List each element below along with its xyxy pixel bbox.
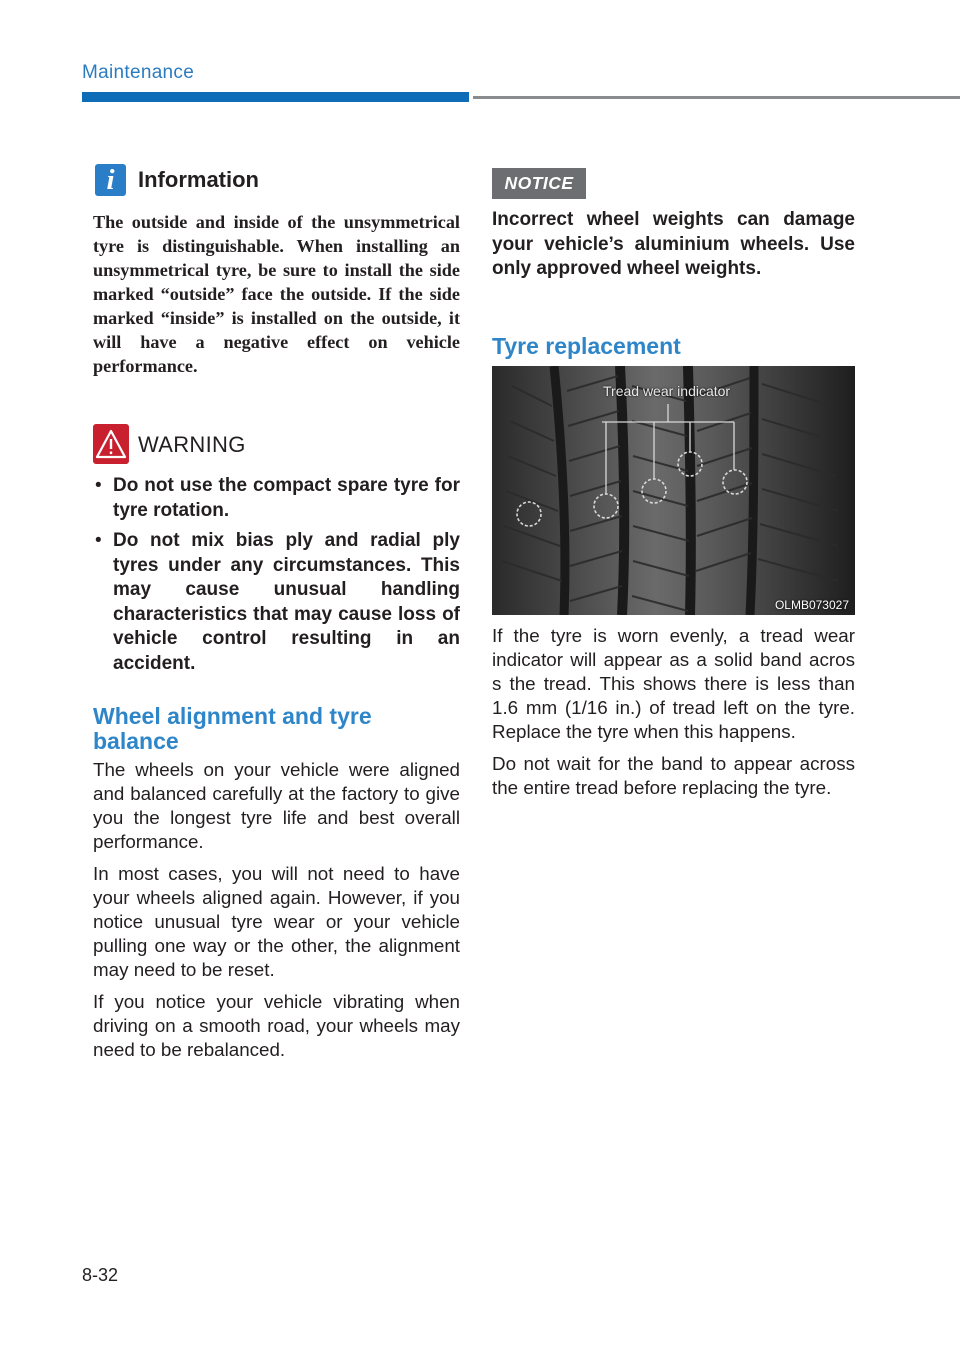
information-header xyxy=(93,164,460,198)
tyre-replacement-heading: Tyre replacement xyxy=(492,333,681,359)
page-number: 8-32 xyxy=(82,1265,119,1285)
warning-list xyxy=(93,474,460,682)
notice-badge: NOTICE xyxy=(492,168,586,199)
information-text: The outside and inside of the unsymmetrical tyre is distinguishable. When installing an unsymmetrical tyre, be sure to install the side marked “outside” face the outside. If the side marked “inside” is installed on the outside, it will have a negative effect on vehicle performance. xyxy=(93,212,460,376)
paragraph: If you notice your vehicle vibrating when driving on a smooth road, your wheels may need to be rebalanced. xyxy=(93,991,460,1060)
tyre-replacement-body xyxy=(492,624,855,808)
tyre-tread-illustration xyxy=(492,366,855,615)
figure-label: Tread wear indicator xyxy=(603,383,731,399)
warning-item: • Do not use the compact spare tyre for tyre rotation. xyxy=(93,474,460,523)
tread-wear-figure xyxy=(492,366,855,615)
header-rule-blue xyxy=(82,92,469,102)
warning-triangle-icon xyxy=(93,424,129,464)
information-title: Information xyxy=(138,167,259,192)
warning-header xyxy=(93,424,460,464)
warning-item: • Do not mix bias ply and radial ply tyres under any circumstances. This may cause unusual handling characteristics that may cause loss of vehicle control resulting in an accident. xyxy=(93,529,460,676)
paragraph: In most cases, you will not need to have your wheels aligned again. However, if you notice unusual tyre wear or your vehicle pulling one way or the other, the alignment may need to be reset. xyxy=(93,863,460,980)
info-icon: i xyxy=(95,164,126,196)
figure-code: OLMB073027 xyxy=(774,598,849,612)
notice-text: Incorrect wheel weights can damage your vehicle’s aluminium wheels. Use only approved wheel weights. xyxy=(492,209,855,279)
paragraph: The wheels on your vehicle were aligned and balanced carefully at the factory to give you the longest tyre life and best overall performance. xyxy=(93,759,460,852)
wheel-alignment-body xyxy=(93,758,460,1070)
wheel-alignment-heading: Wheel alignment and tyre balance xyxy=(93,703,372,754)
warning-title: WARNING xyxy=(138,432,246,457)
section-title: Maintenance xyxy=(82,62,195,83)
paragraph: Do not wait for the band to appear across the entire tread before replacing the tyre. xyxy=(492,753,855,798)
header-rule-gray xyxy=(473,96,960,99)
paragraph: If the tyre is worn evenly, a tread wear indicator will appear as a solid band acros s the tread. This shows there is less than 1.6 mm (1/16 in.) of tread left on the tyre. Replace the tyre when this happens. xyxy=(492,625,855,742)
